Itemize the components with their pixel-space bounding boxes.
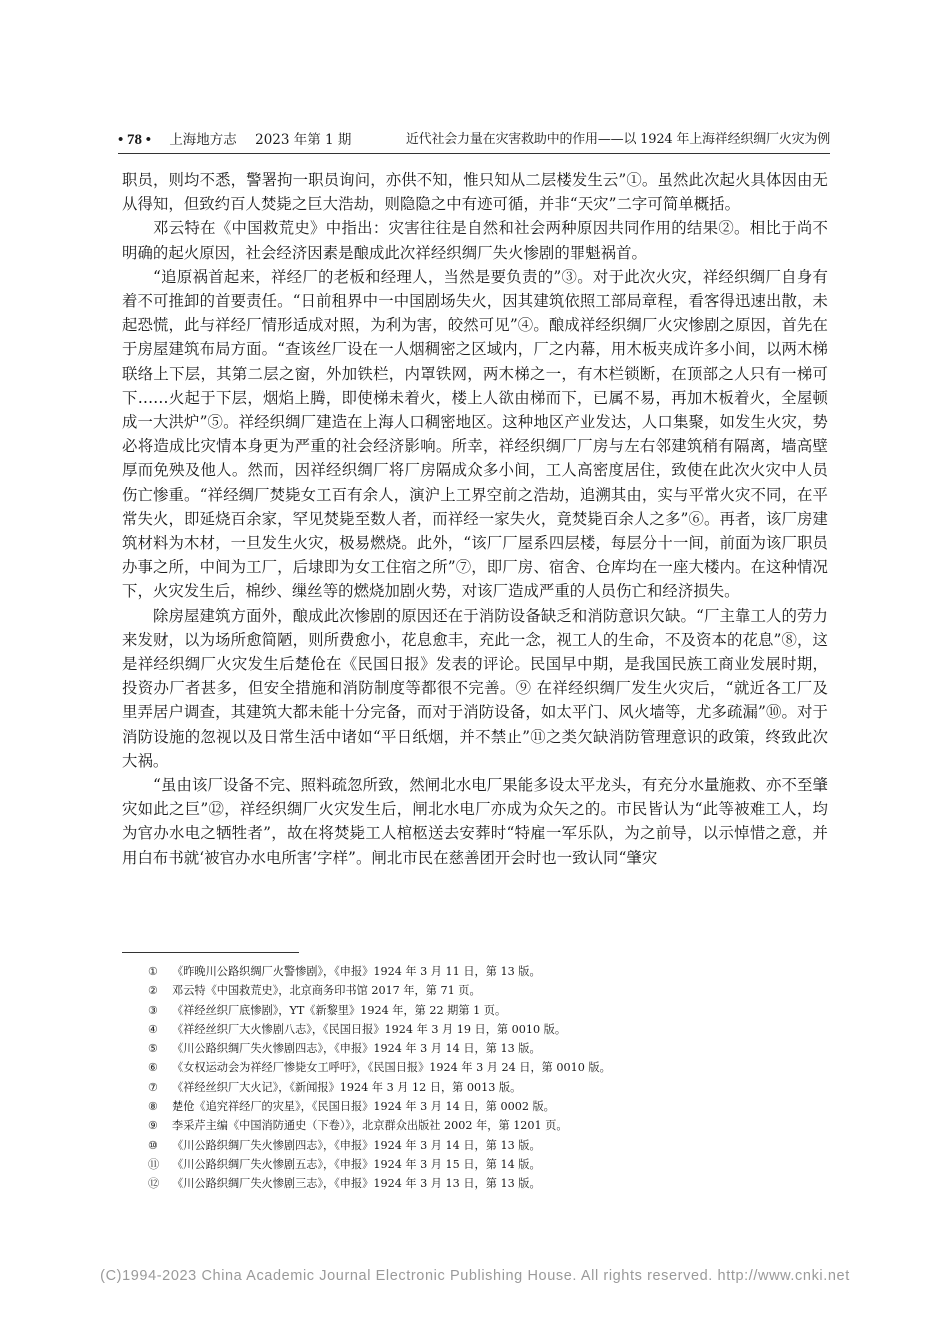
- footnote: [148, 1039, 828, 1058]
- issue-label: 2023 年第 1 期: [255, 132, 352, 148]
- footnote-text: 《祥经丝织厂大火记》，《新闻报》1924 年 3 月 12 日，第 0013 版。: [172, 1080, 522, 1094]
- footnote-mark: ⑤: [148, 1042, 159, 1056]
- footnote: [148, 1116, 828, 1135]
- footnote-text: 邓云特《中国救荒史》，北京商务印书馆 2017 年，第 71 页。: [172, 984, 481, 998]
- footnote-text: 《川公路织绸厂失火惨剧五志》，《申报》1924 年 3 月 15 日，第 14 版。: [172, 1157, 541, 1171]
- footnote-text: 《祥经丝织厂底惨剧》，YT《新黎里》1924 年，第 22 期第 1 页。: [172, 1003, 507, 1017]
- footnote: [148, 1020, 828, 1039]
- footnote-text: 楚伧《追究祥经厂的灾星》，《民国日报》1924 年 3 月 14 日，第 0002 版。: [172, 1100, 555, 1114]
- footnote-mark: ⑨: [148, 1119, 159, 1133]
- footnote-text: 《川公路织绸厂失火惨剧三志》，《申报》1924 年 3 月 13 日，第 13 版。: [172, 1177, 541, 1191]
- footnote-text: 《祥经丝织厂大火惨剧八志》，《民国日报》1924 年 3 月 19 日，第 0010 版。: [172, 1022, 567, 1036]
- header-rule: [118, 153, 830, 154]
- footnote-rule: [122, 952, 299, 953]
- copyright-notice: (C)1994-2023 China Academic Journal Electronic Publishing House. All rights reserved. http://www.cnki.net: [100, 1268, 850, 1284]
- footnote-mark: ⑥: [148, 1061, 159, 1075]
- footnote-text: 《昨晚川公路织绸厂火警惨剧》，《申报》1924 年 3 月 11 日，第 13 版。: [172, 965, 541, 978]
- footnote-text: 《川公路织绸厂失火惨剧四志》，《申报》1924 年 3 月 14 日，第 13 版。: [172, 1042, 541, 1056]
- footnote: [148, 1136, 828, 1155]
- footnote-mark: ④: [148, 1022, 159, 1036]
- footnote: [148, 1001, 828, 1020]
- footnote: [148, 1058, 828, 1077]
- footnote-mark: ⑪: [148, 1157, 160, 1171]
- footnote: [148, 1174, 828, 1193]
- footnote-mark: ⑧: [148, 1100, 159, 1114]
- footnote: [148, 1097, 828, 1116]
- paragraph: 除房屋建筑方面外，酿成此次惨剧的原因还在于消防设备缺乏和消防意识欠缺。“厂主靠工人的劳力来发财，以为场所愈简陋，则所费愈小，花息愈丰，充此一念，视工人的生命，不及资本的花息”⑧，这是祥经织绸厂火灾发生后楚伧在《民国日报》发表的评论。民国早中期，是我国民族工商业发展时期，投资办厂者甚多，但安全措施和消防制度等都很不完善。⑨ 在祥经织绸厂发生火灾后，“就近各工厂及里弄居户调查，其建筑大都未能十分完备，而对于消防设备，如太平门、风火墙等，尤多疏漏”⑩。对于消防设施的忽视以及日常生活中诸如“平日纸烟，并不禁止”⑪之类欠缺消防管理意识的政策，终致此次大祸。: [122, 606, 828, 770]
- article-body: [122, 168, 828, 870]
- footnote-mark: ②: [148, 984, 159, 998]
- running-header: [118, 128, 830, 152]
- footnote-mark: ⑦: [148, 1080, 159, 1094]
- footnote-text: 李采芹主编《中国消防通史（下卷）》，北京群众出版社 2002 年，第 1201 页。: [172, 1119, 568, 1133]
- header-left: [118, 128, 365, 152]
- article-title: 近代社会力量在灾害救助中的作用——以 1924 年上海祥经织绸厂火灾为例: [405, 132, 830, 147]
- footnote-text: 《川公路织绸厂失火惨剧四志》，《申报》1924 年 3 月 14 日，第 13 版。: [172, 1138, 541, 1152]
- footnote-mark: ⑩: [148, 1138, 159, 1152]
- footnote-mark: ⑫: [148, 1177, 160, 1191]
- paragraph: 邓云特在《中国救荒史》中指出：灾害往往是自然和社会两种原因共同作用的结果②。相比于尚不明确的起火原因，社会经济因素是酿成此次祥经织绸厂失火惨剧的罪魁祸首。: [122, 219, 828, 262]
- footnote: [148, 1078, 828, 1097]
- footnote: [148, 1155, 828, 1174]
- footnote-mark: ③: [148, 1003, 159, 1017]
- footnotes: [148, 962, 828, 1194]
- page-number: • 78 •: [118, 132, 152, 148]
- paragraph: 职员，则均不悉，警署拘一职员询问，亦供不知，惟只知从二层楼发生云”①。虽然此次起火具体因由无从得知，但致约百人焚毙之巨大浩劫，则隐隐之中有迹可循，并非“天灾”二字可简单概括。: [122, 171, 828, 214]
- footnote-text: 《女权运动会为祥经厂惨毙女工呼吁》，《民国日报》1924 年 3 月 24 日，第 0010 版。: [172, 1061, 611, 1075]
- footnote: [148, 981, 828, 1000]
- footnote-mark: ①: [148, 965, 159, 978]
- paragraph: “追原祸首起来，祥经厂的老板和经理人，当然是要负责的”③。对于此次火灾，祥经织绸厂自身有着不可推卸的首要责任。“日前租界中一中国剧场失火，因其建筑依照工部局章程，看客得迅速出散，未起恐慌，此与祥经厂情形适成对照，为利为害，皎然可见”④。酿成祥经织绸厂火灾惨剧之原因，首先在于房屋建筑布局方面。“查该丝厂设在一人烟稠密之区域内，厂之内幕，用木板夹成许多小间，以两木梯联络上下层，其第二层之窗，外加铁栏，内罩铁网，两木梯之一，有木栏锁断，在顶部之人只有一梯可下……火起于下层，烟焰上腾，即使梯未着火，楼上人欲由梯而下，已属不易，再加木板着火，全屋顿成一大洪炉”⑤。祥经织绸厂建造在上海人口稠密地区。这种地区产业发达，人口集聚，如发生火灾，势必将造成比灾情本身更为严重的社会经济影响。所幸，祥经织绸厂厂房与左右邻建筑稍有隔离，墙高壁厚而免殃及他人。然而，因祥经织绸厂将厂房隔成众多小间，工人高密度居住，致使在此次火灾中人员伤亡惨重。“祥经绸厂焚毙女工百有余人，演沪上工界空前之浩劫，追溯其由，实与平常火灾不同，在平常失火，即延烧百余家，罕见焚毙至数人者，而祥经一家失火，竟焚毙百余人之多”⑥。再者，该厂房建筑材料为木材，一旦发生火灾，极易燃烧。此外，“该厂厂屋系四层楼，每层分十一间，前面为该厂职员办事之所，中间为工厂，后埭即为女工住宿之所”⑦，即厂房、宿舍、仓库均在一座大楼内。在这种情况下，火灾发生后，棉纱、缫丝等的燃烧加剧火势，对该厂造成严重的人员伤亡和经济损失。: [122, 267, 828, 601]
- journal-name: 上海地方志: [169, 132, 237, 148]
- paragraph: “虽由该厂设备不完、照料疏忽所致，然闸北水电厂果能多设太平龙头，有充分水量施救、亦不至肇灾如此之巨”⑫，祥经织绸厂火灾发生后，闸北水电厂亦成为众矢之的。市民皆认为“此等被难工人，均为官办水电之牺牲者”，故在将焚毙工人棺柩送去安葬时“特雇一军乐队，为之前导，以示悼惜之意，并用白布书就‘被官办水电所害’字样”。闸北市民在慈善团开会时也一致认同“肇灾: [122, 776, 828, 867]
- footnote: [148, 962, 828, 981]
